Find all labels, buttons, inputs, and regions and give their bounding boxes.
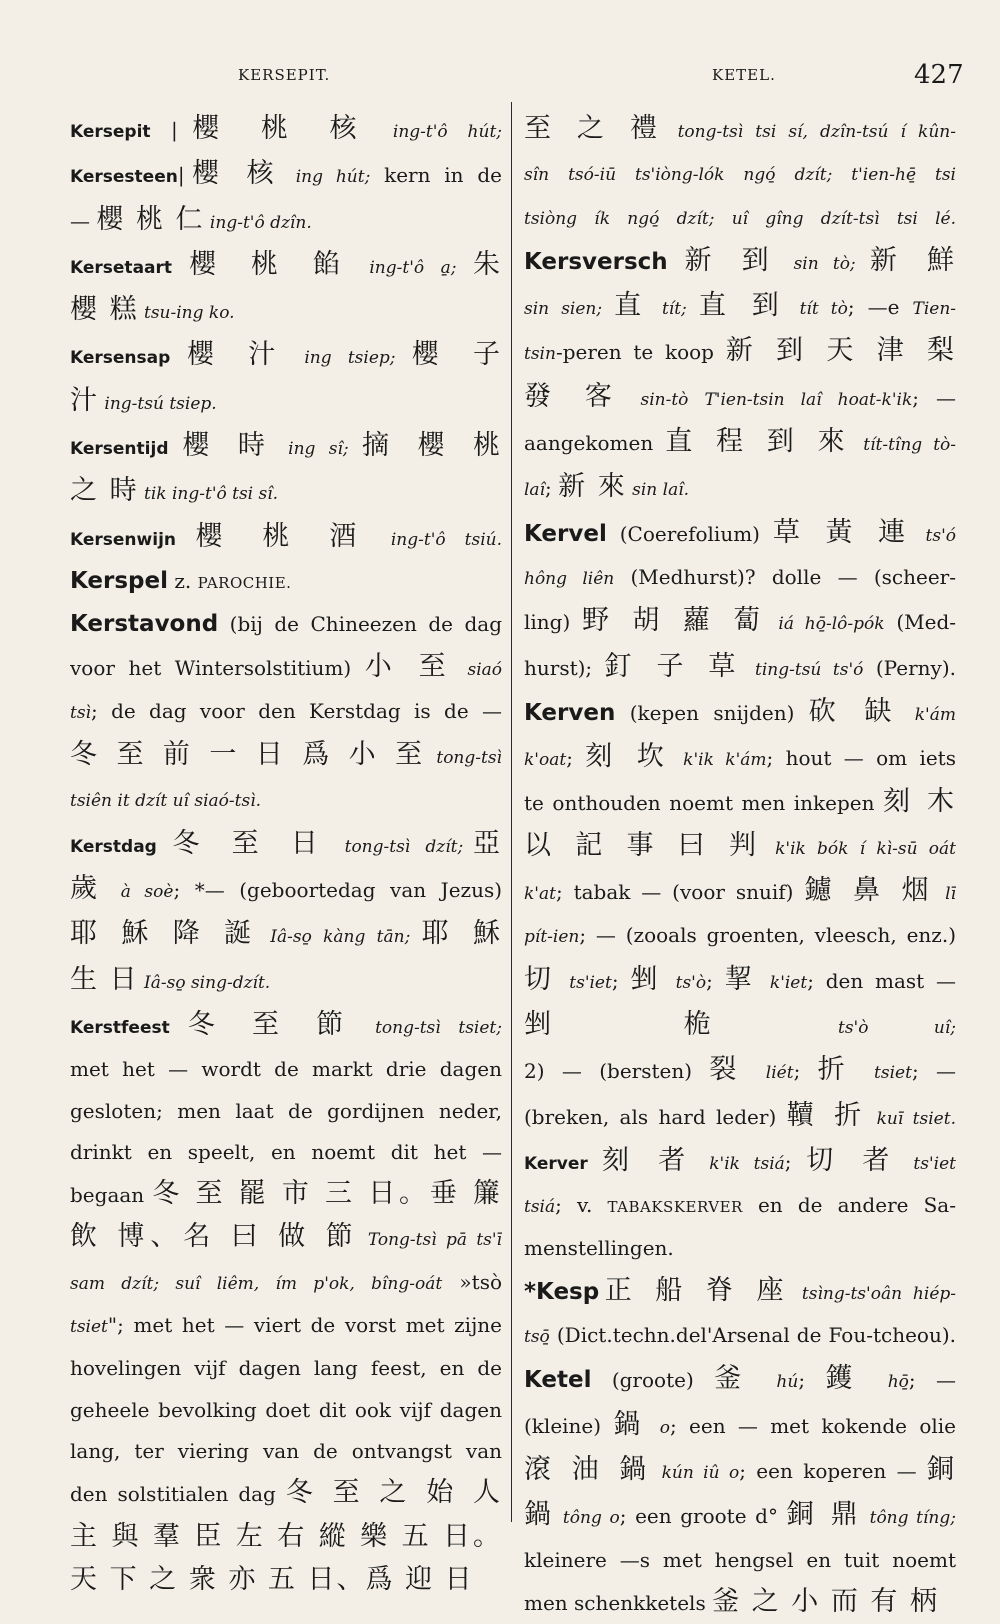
romanization: tsiet (857, 1063, 912, 1084)
text-line (524, 1185, 956, 1228)
chinese-characters: 銅 鼎 (786, 1499, 862, 1531)
romanization: tong-tsì tsi sí, dzîn-tsú í kûn- (665, 122, 956, 142)
text-segment: ; een — met kokende olie (669, 1413, 956, 1438)
text-line (524, 1404, 956, 1449)
text-line (70, 913, 502, 958)
headword: Kersentijd (70, 439, 183, 460)
text-segment: (breken, als hard leder) (524, 1104, 787, 1129)
romanization: Tien- (912, 299, 956, 320)
text-line (524, 1140, 956, 1185)
cross-reference: TABAKSKERVER (607, 1198, 743, 1217)
text-segment: (groote) (591, 1368, 715, 1393)
text-line (524, 376, 956, 421)
chinese-characters: 冬 至 日 (172, 827, 330, 859)
romanization: sin tò; (779, 253, 870, 274)
text-line (524, 421, 956, 466)
romanization: kún iû o (652, 1462, 740, 1483)
chinese-characters: 飲 博、名 曰 做 節 (70, 1221, 359, 1253)
headword: *Kesp (524, 1278, 600, 1305)
text-segment: kern in de (370, 163, 502, 188)
text-segment: ; v. (555, 1193, 608, 1218)
text-segment: hovelingen vijf dagen lang feest, en de (70, 1356, 502, 1381)
text-segment: te onthouden noemt men inkepen (524, 791, 884, 816)
text-line (524, 600, 956, 645)
text-line (524, 691, 956, 736)
chinese-characters: 鑊 (825, 1363, 869, 1395)
text-line (70, 108, 502, 153)
text-line (70, 868, 502, 913)
text-segment: ; (793, 1059, 818, 1084)
text-line (70, 1091, 502, 1132)
romanization: ing-t'ô dzîn. (204, 212, 312, 233)
chinese-characters: 櫻 子 (411, 339, 502, 371)
chinese-characters: 冬 至 罷 市 三 日。垂 簾 (152, 1178, 502, 1210)
text-segment: gesloten; men laat de gordijnen neder, (70, 1098, 502, 1123)
text-line (70, 1262, 502, 1305)
romanization: o (648, 1417, 670, 1438)
text-line (70, 561, 502, 604)
chinese-characters: 新 來 (558, 471, 627, 503)
chinese-characters: 刻 坎 (585, 741, 672, 773)
romanization: Tong-tsì pā ts'ī (358, 1230, 502, 1251)
headword: Kerstfeest (70, 1017, 188, 1038)
romanization: sin laî. (626, 480, 690, 501)
chinese-characters: 櫻 糕 (70, 294, 139, 326)
romanization: ts'ò uî; (772, 1017, 956, 1038)
headword: Kerspel (70, 567, 168, 594)
right-column (524, 108, 956, 1624)
romanization: tông tíng; (861, 1508, 956, 1529)
text-line (524, 1540, 956, 1581)
running-head-left: KERSEPIT. (238, 66, 331, 84)
chinese-characters: 櫻 桃 餡 (189, 248, 353, 280)
text-line (70, 334, 502, 379)
romanization: k'oat (524, 750, 567, 771)
text-segment: (kepen snijden) (615, 700, 809, 725)
headword: Kerven (524, 699, 616, 726)
chinese-characters: 摘 櫻 桃 (362, 430, 502, 462)
text-line (524, 1449, 956, 1494)
text-line (70, 646, 502, 691)
headword: Kersesteen (70, 167, 178, 188)
romanization: tông o (555, 1508, 620, 1529)
chinese-characters: 汁 (70, 384, 99, 416)
text-segment: | (177, 163, 185, 188)
text-line (524, 870, 956, 915)
chinese-characters: 直 到 (698, 290, 788, 322)
text-line (70, 1559, 502, 1602)
chinese-characters: 小 至 (364, 650, 455, 682)
text-segment: lang, ter viering van de ontvangst van (70, 1438, 502, 1463)
romanization: tít tò (787, 299, 848, 320)
headword: Kerstdag (70, 836, 173, 857)
text-segment: (Medhurst)? dolle — (scheer- (614, 564, 956, 589)
chinese-characters: 至 之 禮 (524, 113, 666, 144)
romanization: sin-tò T'ien-tsin laî hoat-k'ik (624, 389, 913, 410)
romanization: ts'iet (899, 1153, 956, 1174)
text-line (524, 1228, 956, 1269)
chinese-characters: 朱 (473, 248, 502, 280)
chinese-characters: 之 時 (70, 475, 139, 507)
chinese-characters: 天 下 之 衆 亦 五 日、爲 迎 日 (70, 1563, 474, 1595)
text-line (70, 691, 502, 734)
chinese-characters: 冬 至 之 始 人 (285, 1477, 502, 1509)
text-segment: den solstitialen dag (70, 1482, 286, 1507)
chinese-characters: 直 程 到 來 (665, 426, 853, 458)
romanization: tsō̱ (524, 1327, 550, 1348)
text-segment: -peren te koop (555, 340, 726, 365)
text-segment: (bij de Chineezen de dag (218, 612, 502, 637)
text-segment: met het — wordt de markt drie dagen (70, 1057, 502, 1082)
text-line (70, 1004, 502, 1049)
text-segment: ; *— (geboortedag van Jezus) (173, 878, 502, 903)
text-segment: ; — (zooals groenten, vleesch, enz.) (579, 923, 956, 948)
text-line (524, 959, 956, 1004)
text-line (70, 734, 502, 779)
text-segment: ; (566, 746, 586, 771)
text-segment: »tsò (442, 1269, 502, 1294)
chinese-characters: 釜 之 小 而 有 柄 (712, 1585, 939, 1617)
text-line (524, 512, 956, 557)
romanization: ing-tsú tsiep. (99, 393, 217, 414)
headword: Kersensap (70, 348, 188, 369)
text-line (70, 1472, 502, 1515)
headword: Kersversch (524, 248, 685, 275)
romanization: à soè (107, 882, 174, 903)
chinese-characters: 耶 穌 降 誕 (70, 918, 259, 950)
text-segment: (kleine) (524, 1413, 614, 1438)
romanization: laî (524, 480, 546, 501)
chinese-characters: 冬 至 前 一 日 爲 小 至 (70, 739, 428, 771)
text-line (70, 1305, 502, 1348)
romanization: ing tsiep; (288, 348, 412, 369)
romanization: tik ing-t'ô tsi sî. (138, 484, 279, 505)
chinese-characters: 鍋 (613, 1408, 649, 1440)
text-segment: hurst); (524, 655, 605, 680)
text-line (70, 1390, 502, 1431)
romanization: k'ik bók í kì-sū oát (763, 838, 956, 859)
text-line (70, 1516, 502, 1559)
text-segment: geheele bevolking doet dit ook vijf dagen (70, 1397, 502, 1422)
text-segment: ; hout — om iets (766, 746, 956, 771)
romanization: ing sî; (274, 439, 363, 460)
romanization: tong-tsì (427, 748, 502, 769)
headword: Kersenwijn (70, 529, 196, 550)
romanization: k'ik tsiá (695, 1153, 785, 1174)
text-segment: ; de dag voor den Kerstdag is de — (91, 698, 502, 723)
text-segment: ; (798, 1368, 826, 1393)
romanization: ing-t'ô tsiú. (371, 529, 502, 550)
text-segment: kleinere —s met hengsel en tuit noemt (524, 1547, 956, 1572)
text-line (70, 1348, 502, 1389)
text-segment: menstellingen. (524, 1236, 674, 1261)
romanization: hông liên (524, 568, 615, 589)
romanization: lī (935, 884, 956, 905)
headword: Kerstavond (70, 611, 219, 638)
romanization: hō̱ (868, 1372, 909, 1393)
romanization: ts'ò (664, 972, 707, 993)
chinese-characters: 主 與 羣 臣 左 右 縱 樂 五 日。 (70, 1520, 502, 1552)
chinese-characters: 直 (614, 290, 650, 322)
page-header (0, 60, 1000, 100)
text-line (524, 557, 956, 600)
chinese-characters: 鍋 (524, 1499, 556, 1531)
text-segment: voor het Wintersolstitium) (70, 655, 365, 680)
page-number: 427 (914, 60, 964, 90)
romanization: hú (757, 1372, 799, 1393)
text-line (70, 380, 502, 425)
text-line (524, 825, 956, 870)
chinese-characters: 櫻 時 (182, 430, 275, 462)
text-segment: ; — (911, 1059, 956, 1084)
chinese-characters: 以 記 事 曰 判 (524, 829, 764, 861)
text-line (524, 466, 956, 511)
text-segment: ; den mast — (807, 968, 956, 993)
chinese-characters: 刻 者 (602, 1144, 696, 1176)
chinese-characters: 釜 (714, 1363, 758, 1395)
romanization: ing hút; (282, 167, 371, 188)
text-line (524, 1581, 956, 1624)
chinese-characters: 鑢 鼻 烟 (804, 875, 936, 907)
text-line (524, 781, 956, 824)
text-line (524, 1358, 956, 1403)
romanization: siaó (454, 659, 502, 680)
text-segment: "; met het — viert de vorst met zijne (107, 1313, 502, 1338)
text-line (524, 646, 956, 691)
romanization: pít-ien (524, 927, 580, 948)
romanization: tong-tsì tsiet; (357, 1017, 502, 1038)
chinese-characters: 野 胡 蘿 蔔 (582, 605, 768, 637)
text-segment: ; —e (847, 295, 913, 320)
headword: Kersepit (70, 122, 171, 142)
romanization: k'ik k'ám (671, 750, 767, 771)
romanization: k'iet (759, 972, 808, 993)
chinese-characters: 櫻 桃 核 (177, 113, 373, 144)
romanization: k'ám (901, 704, 956, 725)
romanization: ts'iet (558, 972, 612, 993)
text-line (524, 736, 956, 781)
chinese-characters: 銅 (927, 1453, 956, 1485)
chinese-characters: 挈 (724, 963, 760, 995)
text-line (70, 1132, 502, 1173)
text-line (70, 1049, 502, 1090)
text-line (524, 1270, 956, 1315)
text-line (70, 959, 502, 1004)
text-segment: ; (706, 968, 725, 993)
chinese-characters: 櫻 汁 (187, 339, 289, 371)
text-line (70, 153, 502, 198)
text-line (70, 470, 502, 515)
chinese-characters: 折 (817, 1054, 858, 1086)
headword: Kerver (524, 1153, 603, 1174)
text-line (524, 108, 956, 153)
text-line (70, 823, 502, 868)
text-segment: aangekomen (524, 431, 666, 456)
column-divider (511, 102, 512, 1522)
text-line (70, 1431, 502, 1472)
romanization: k'at (524, 884, 556, 905)
running-head-right: KETEL. (712, 66, 776, 84)
text-segment: en de andere Sa- (742, 1193, 956, 1218)
romanization: sam dzít; suî liêm, ím p'ok, bîng-oát (70, 1273, 443, 1294)
text-line (70, 425, 502, 470)
romanization: tsiá (524, 1197, 556, 1218)
chinese-characters: 裂 (709, 1054, 750, 1086)
text-segment: ; een koperen — (739, 1458, 927, 1483)
romanization: iá hō̱-lô-pók (767, 614, 885, 635)
romanization: ting-tsú ts'ó (743, 659, 864, 680)
romanization: sîn tsó-iū ts'iòng-lók ngó̱ dzít; t'ien-hē̱ tsi (524, 165, 956, 186)
text-segment: men schenkketels (524, 1590, 713, 1615)
text-segment: begaan (70, 1183, 153, 1208)
romanization: tsìng-ts'oân hiép- (791, 1283, 956, 1304)
text-segment: (Coerefolium) (606, 521, 773, 546)
romanization: liét (749, 1063, 794, 1084)
romanization: tsin (524, 344, 556, 365)
text-line (70, 779, 502, 822)
romanization: tít; (649, 299, 699, 320)
romanization: ing-t'ô a̱; (352, 257, 474, 278)
chinese-characters: 櫻 桃 仁 (96, 203, 205, 235)
chinese-characters: 剉 (630, 963, 665, 995)
chinese-characters: 冬 至 節 (187, 1008, 358, 1040)
text-segment: ; (611, 968, 631, 993)
chinese-characters: 發 客 (524, 380, 625, 412)
text-line (524, 153, 956, 196)
text-segment: (Dict.techn.del'Arsenal de Fou-tcheou). (549, 1323, 956, 1348)
text-line (70, 1216, 502, 1261)
text-line (524, 197, 956, 240)
chinese-characters: 新 鮮 (869, 244, 956, 276)
text-line (524, 1004, 956, 1049)
romanization: tsiên it dzít uî siaó-tsì. (70, 791, 262, 812)
text-line (524, 1049, 956, 1094)
headword: Ketel (524, 1367, 592, 1394)
text-segment: ; een groote d° (619, 1504, 787, 1529)
chinese-characters: 刻 木 (883, 786, 956, 818)
chinese-characters: 草 黃 連 (772, 516, 914, 548)
text-line (70, 516, 502, 561)
chinese-characters: 生 日 (70, 963, 139, 995)
text-line (524, 915, 956, 958)
romanization: tsu-ing ko. (138, 303, 235, 324)
text-line (524, 1095, 956, 1140)
chinese-characters: 韇 折 (786, 1099, 868, 1131)
text-segment: z. (168, 568, 198, 593)
text-line (70, 289, 502, 334)
romanization: tsiòng ík ngó̱ dzít; uî gîng dzít-tsì tsi lé. (524, 208, 956, 229)
romanization: Iâ-so̱ sing-dzít. (138, 972, 271, 993)
text-segment: | (171, 118, 178, 142)
text-line (524, 1315, 956, 1358)
romanization: Iâ-so̱ kàng tān; (258, 927, 422, 948)
chinese-characters: 切 (524, 963, 559, 995)
cross-reference: PAROCHIE. (197, 573, 292, 592)
chinese-characters: 櫻 桃 酒 (195, 520, 372, 552)
text-line (524, 330, 956, 375)
romanization: sin sien; (524, 299, 615, 320)
text-segment: ; (545, 476, 559, 501)
romanization: ing-t'ô hút; (372, 122, 502, 142)
chinese-characters: 砍 缺 (808, 695, 902, 727)
romanization: tsì (70, 702, 91, 723)
romanization: ts'ó (913, 525, 956, 546)
chinese-characters: 歲 (70, 873, 108, 905)
text-line (70, 1173, 502, 1216)
text-line (70, 604, 502, 645)
headword: Kersetaart (70, 257, 190, 278)
text-segment: — (70, 208, 97, 233)
chinese-characters: 耶 穌 (421, 918, 502, 950)
text-segment: ; — (912, 385, 956, 410)
headword: Kervel (524, 520, 607, 547)
chinese-characters: 亞 (463, 827, 502, 859)
text-segment: ; — (908, 1368, 956, 1393)
text-segment: (Med- (884, 610, 956, 635)
text-segment: 2) — (bersten) (524, 1059, 710, 1084)
text-segment: (Perny). (863, 655, 956, 680)
text-line (70, 199, 502, 244)
chinese-characters: 釘 子 草 (604, 650, 744, 682)
text-segment: ; (784, 1149, 807, 1174)
chinese-characters: 滾 油 鍋 (524, 1453, 653, 1485)
chinese-characters: 剉 桅 (524, 1008, 773, 1040)
text-segment: ; tabak — (voor snuif) (555, 880, 805, 905)
romanization: tsiet (70, 1317, 108, 1338)
chinese-characters: 新 到 (684, 244, 780, 276)
chinese-characters: 櫻 核 (184, 158, 283, 190)
romanization: tong-tsì dzít; (329, 836, 464, 857)
text-segment: ling) (524, 610, 583, 635)
chinese-characters: 新 到 天 津 梨 (725, 335, 956, 367)
left-column (70, 108, 502, 1602)
text-line (524, 1494, 956, 1539)
text-line (524, 240, 956, 285)
chinese-characters: 正 船 脊 座 (599, 1274, 791, 1306)
text-segment: drinkt en speelt, en noemt dit het — (70, 1139, 502, 1164)
chinese-characters: 切 者 (806, 1144, 900, 1176)
text-line (70, 244, 502, 289)
text-line (524, 285, 956, 330)
romanization: kuī tsiet. (867, 1108, 956, 1129)
romanization: tít-tîng tò- (852, 435, 956, 456)
